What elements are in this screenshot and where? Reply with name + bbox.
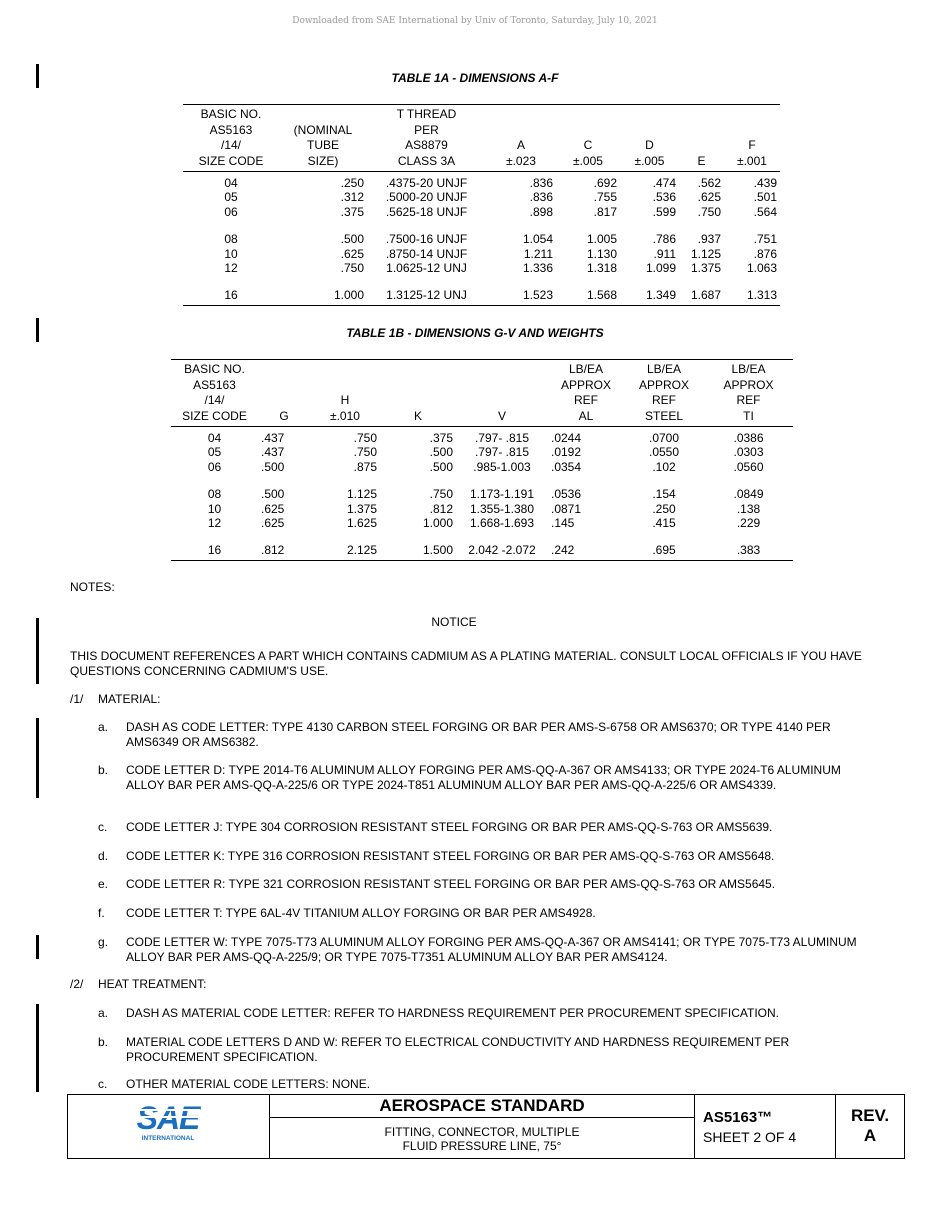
table-cell: .0700 bbox=[648, 431, 680, 445]
column-header: K bbox=[413, 408, 422, 423]
table-cell: 1.000 bbox=[279, 288, 367, 305]
table-cell: .154 bbox=[652, 487, 676, 502]
column-header: LB/EA APPROX REF AL bbox=[560, 362, 611, 423]
table-row bbox=[183, 205, 780, 219]
table-cell: .875 bbox=[353, 459, 377, 474]
table-cell: .0386 bbox=[733, 431, 764, 445]
table-cell: 08 bbox=[207, 487, 222, 502]
table-cell: .242 bbox=[548, 543, 624, 560]
table-cell: 12 bbox=[207, 516, 222, 531]
column-header: LB/EA APPROX REF TI bbox=[723, 362, 774, 423]
column-header: (NOMINAL TUBE SIZE) bbox=[293, 122, 353, 168]
table-cell: 1.130 bbox=[586, 246, 617, 261]
table-cell: 06 bbox=[224, 204, 238, 219]
table-cell: 1.375 bbox=[346, 501, 377, 516]
note-item-letter: c. bbox=[98, 820, 108, 834]
column-header: BASIC NO. AS5163 /14/ SIZE CODE bbox=[182, 362, 247, 423]
notice-text: THIS DOCUMENT REFERENCES A PART WHICH CONTAINS CADMIUM AS A PLATING MATERIAL. CONSULT LOCAL OFFICIALS IF YOU HAVE QUESTIONS CONCERNING CADMIUM'S USE. bbox=[70, 649, 862, 678]
table-cell: .797- .815 bbox=[474, 431, 530, 445]
table-cell: 10 bbox=[207, 501, 222, 516]
revision-cell bbox=[836, 1095, 904, 1158]
table-cell: .0303 bbox=[733, 445, 764, 460]
table-cell: .4375-20 UNJF bbox=[385, 176, 468, 190]
column-header: A ±.023 bbox=[506, 138, 536, 168]
revision-bar bbox=[36, 935, 39, 959]
table-row bbox=[183, 190, 780, 204]
table-cell: 08 bbox=[224, 232, 238, 247]
table-cell: .437 bbox=[261, 445, 285, 460]
revision-bar bbox=[36, 1004, 39, 1092]
table-cell: .383 bbox=[704, 543, 793, 560]
table-cell: .500 bbox=[429, 459, 453, 474]
note-item-text: CODE LETTER K: TYPE 316 CORROSION RESISTANT STEEL FORGING OR BAR PER AMS-QQ-S-763 OR AMS5648. bbox=[126, 849, 775, 863]
table-cell: 1.625 bbox=[346, 516, 377, 531]
column-header: C ±.005 bbox=[573, 138, 603, 168]
document-number: AS5163™ bbox=[703, 1109, 773, 1126]
table-cell: .695 bbox=[624, 543, 704, 560]
table-cell: 1.0625-12 UNJ bbox=[386, 261, 467, 276]
table-cell: 1.500 bbox=[380, 543, 456, 560]
subtitle-line: FITTING, CONNECTOR, MULTIPLE bbox=[384, 1125, 580, 1139]
table-cell: 1.336 bbox=[522, 261, 553, 276]
table-1a bbox=[183, 104, 780, 306]
table-cell: 1.211 bbox=[523, 246, 553, 261]
table-cell: .812 bbox=[429, 501, 453, 516]
table-cell: .625 bbox=[261, 501, 285, 516]
table-cell: .250 bbox=[340, 176, 364, 190]
table-cell: 2.125 bbox=[310, 543, 380, 560]
revision-value: A bbox=[863, 1126, 877, 1145]
table-cell: 1.318 bbox=[586, 261, 617, 276]
download-watermark: Downloaded from SAE International by Univ of Toronto, Saturday, July 10, 2021 bbox=[292, 16, 658, 26]
note-item-text: MATERIAL CODE LETTERS D AND W: REFER TO ELECTRICAL CONDUCTIVITY AND HARDNESS REQUIREMENT PER PROCUREMENT SPECIFICATION. bbox=[126, 1035, 790, 1064]
sae-logo-text: SAE bbox=[136, 1100, 200, 1136]
logo-cell bbox=[68, 1095, 270, 1158]
table-cell: 16 bbox=[183, 288, 279, 305]
table-cell: 05 bbox=[207, 445, 222, 460]
document-subtitle bbox=[270, 1125, 694, 1153]
table-cell: .985-1.003 bbox=[473, 459, 531, 474]
table-cell: .0192 bbox=[551, 445, 582, 460]
table-cell: .564 bbox=[753, 204, 777, 219]
table-cell: .439 bbox=[753, 176, 777, 190]
table-cell: .751 bbox=[753, 232, 777, 247]
table-cell: 2.042 -2.072 bbox=[456, 543, 548, 560]
table-cell: 1.668-1.693 bbox=[469, 516, 535, 531]
note-2-title: HEAT TREATMENT: bbox=[98, 977, 207, 991]
note-item-letter: c. bbox=[98, 1077, 108, 1091]
notice-title: NOTICE bbox=[431, 615, 477, 629]
table-cell: .8750-14 UNJF bbox=[385, 246, 468, 261]
note-item-text: DASH AS CODE LETTER: TYPE 4130 CARBON STEEL FORGING OR BAR PER AMS-S-6758 OR AMS6370; OR TYPE 4140 PER AMS6349 OR AMS6382. bbox=[126, 720, 831, 749]
column-header: E bbox=[697, 153, 706, 168]
table-cell: .797- .815 bbox=[474, 445, 530, 460]
table-cell: 1.099 bbox=[645, 261, 676, 276]
table-cell: .138 bbox=[736, 501, 761, 516]
table-row bbox=[171, 445, 793, 459]
table-row bbox=[183, 288, 780, 305]
table-cell: 06 bbox=[207, 459, 222, 474]
table-cell: .937 bbox=[697, 232, 721, 247]
note-item-text: DASH AS MATERIAL CODE LETTER: REFER TO HARDNESS REQUIREMENT PER PROCUREMENT SPECIFICATION. bbox=[126, 1006, 779, 1020]
note-1-number: /1/ bbox=[70, 692, 84, 706]
table-cell: 1.054 bbox=[522, 232, 553, 247]
table-cell: 1.375 bbox=[690, 261, 721, 276]
table-1b bbox=[171, 359, 793, 561]
table-cell: 04 bbox=[207, 431, 222, 445]
table-cell: .599 bbox=[652, 204, 676, 219]
table-cell: .625 bbox=[697, 190, 721, 205]
table-cell: .750 bbox=[697, 204, 721, 219]
table-cell: .750 bbox=[429, 487, 453, 502]
table-cell: 1.355-1.380 bbox=[469, 501, 535, 516]
table-cell: 1.349 bbox=[620, 288, 679, 305]
standard-heading: AEROSPACE STANDARD bbox=[270, 1095, 694, 1118]
table-cell: 1.523 bbox=[486, 288, 556, 305]
table-cell: 12 bbox=[224, 261, 238, 276]
table-cell: .876 bbox=[753, 246, 777, 261]
table-cell: 1.568 bbox=[556, 288, 620, 305]
table-cell: 1.000 bbox=[422, 516, 453, 531]
note-item-letter: a. bbox=[98, 1006, 109, 1020]
note-item-text: OTHER MATERIAL CODE LETTERS: NONE. bbox=[126, 1077, 371, 1091]
table-cell: .229 bbox=[736, 516, 761, 531]
table-cell: .911 bbox=[653, 246, 676, 261]
note-item-letter: b. bbox=[98, 1035, 109, 1049]
table-row bbox=[171, 460, 793, 474]
table-cell: 10 bbox=[224, 246, 238, 261]
table-cell: .0560 bbox=[733, 459, 764, 474]
table-cell: .5000-20 UNJF bbox=[385, 190, 468, 205]
column-header: F ±.001 bbox=[737, 138, 767, 168]
table-cell: .375 bbox=[340, 204, 364, 219]
table-cell: .692 bbox=[593, 176, 617, 190]
note-item-text: CODE LETTER R: TYPE 321 CORROSION RESISTANT STEEL FORGING OR BAR PER AMS-QQ-S-763 OR AMS5645. bbox=[126, 877, 776, 891]
table-cell: .7500-16 UNJF bbox=[385, 232, 468, 247]
table-cell: .312 bbox=[340, 190, 364, 205]
table-cell: .500 bbox=[261, 487, 285, 502]
table-1b-title: TABLE 1B - DIMENSIONS G-V AND WEIGHTS bbox=[346, 326, 604, 340]
table-cell: .0871 bbox=[551, 501, 582, 516]
note-item-letter: a. bbox=[98, 720, 109, 734]
column-header: LB/EA APPROX REF STEEL bbox=[638, 362, 689, 423]
column-header: T THREAD PER AS8879 CLASS 3A bbox=[396, 107, 457, 168]
table-cell: 1.005 bbox=[586, 232, 617, 247]
table-cell: .145 bbox=[551, 516, 575, 531]
table-cell: .562 bbox=[697, 176, 721, 190]
table-cell: .474 bbox=[652, 176, 676, 190]
table-cell: .836 bbox=[529, 190, 553, 205]
table-cell: 1.125 bbox=[690, 246, 721, 261]
table-cell: 1.125 bbox=[346, 487, 377, 502]
table-cell: .5625-18 UNJF bbox=[385, 204, 468, 219]
column-header: BASIC NO. AS5163 /14/ SIZE CODE bbox=[198, 107, 264, 168]
table-cell: 1.063 bbox=[746, 261, 777, 276]
note-1-title: MATERIAL: bbox=[98, 692, 161, 706]
table-row bbox=[183, 232, 780, 246]
notes-label: NOTES: bbox=[70, 580, 115, 594]
note-item-letter: d. bbox=[98, 849, 109, 863]
table-row bbox=[183, 261, 780, 275]
note-item-text: CODE LETTER J: TYPE 304 CORROSION RESISTANT STEEL FORGING OR BAR PER AMS-QQ-S-763 OR AMS5639. bbox=[126, 820, 773, 834]
column-header: D ±.005 bbox=[634, 138, 665, 168]
table-cell: 1.313 bbox=[724, 288, 780, 305]
table-cell: .817 bbox=[593, 204, 617, 219]
table-cell: .625 bbox=[340, 246, 364, 261]
note-item-text: CODE LETTER T: TYPE 6AL-4V TITANIUM ALLOY FORGING OR BAR PER AMS4928. bbox=[126, 906, 596, 920]
table-cell: .0354 bbox=[551, 459, 582, 474]
doc-number-cell bbox=[695, 1095, 836, 1158]
table-cell: .750 bbox=[353, 431, 377, 445]
note-2-number: /2/ bbox=[70, 977, 84, 991]
table-cell: 1.173-1.191 bbox=[469, 487, 535, 502]
table-row bbox=[171, 502, 793, 516]
note-item-text: CODE LETTER D: TYPE 2014-T6 ALUMINUM ALLOY FORGING PER AMS-QQ-A-367 OR AMS4133; OR TYPE 2024-T6 ALUMINUM ALLOY BAR PER AMS-QQ-A-225/6 OR TYPE 2024-T851 ALUMINUM ALLOY BAR PER AMS-QQ-A-225/6 OR AMS4339. bbox=[126, 763, 841, 792]
table-cell: .750 bbox=[353, 445, 377, 460]
table-cell: .437 bbox=[261, 431, 285, 445]
note-item-letter: b. bbox=[98, 763, 109, 777]
table-cell: .898 bbox=[529, 204, 553, 219]
table-row bbox=[183, 247, 780, 261]
revision-label: REV. bbox=[850, 1106, 890, 1125]
sheet-number: SHEET 2 OF 4 bbox=[703, 1129, 797, 1145]
table-cell: .415 bbox=[652, 516, 676, 531]
table-cell: .536 bbox=[652, 190, 676, 205]
column-header: G bbox=[279, 408, 289, 423]
table-cell: 05 bbox=[224, 190, 238, 205]
table-cell: 16 bbox=[171, 543, 258, 560]
table-1a-title: TABLE 1A - DIMENSIONS A-F bbox=[391, 71, 559, 85]
sae-logo-subtext: INTERNATIONAL bbox=[141, 1135, 195, 1142]
table-cell: .0550 bbox=[648, 445, 680, 460]
table-cell: .750 bbox=[340, 261, 364, 276]
table-cell: .836 bbox=[529, 176, 553, 190]
table-row bbox=[171, 427, 793, 446]
column-header: V bbox=[497, 408, 506, 423]
table-cell: .501 bbox=[753, 190, 777, 205]
table-cell: .755 bbox=[593, 190, 617, 205]
title-block bbox=[67, 1094, 905, 1159]
table-cell: 1.3125-12 UNJ bbox=[367, 288, 486, 305]
table-cell: .500 bbox=[261, 459, 285, 474]
note-item-text: CODE LETTER W: TYPE 7075-T73 ALUMINUM ALLOY FORGING PER AMS-QQ-A-367 OR AMS4141; OR TYPE 7075-T73 ALUMINUM ALLOY BAR PER AMS-QQ-A-225/9; OR TYPE 7075-T7351 ALUMINUM ALLOY BAR PER AMS4124. bbox=[126, 935, 857, 964]
note-item-letter: f. bbox=[98, 906, 105, 920]
table-cell: 1.687 bbox=[679, 288, 724, 305]
note-item-letter: e. bbox=[98, 877, 109, 891]
table-cell: .375 bbox=[429, 431, 453, 445]
table-cell: .500 bbox=[340, 232, 364, 247]
table-cell: .0536 bbox=[551, 487, 582, 502]
table-cell: .786 bbox=[652, 232, 676, 247]
revision-bar bbox=[36, 718, 39, 798]
table-cell: .102 bbox=[652, 459, 676, 474]
note-item-letter: g. bbox=[98, 935, 109, 949]
table-cell: .0849 bbox=[733, 487, 764, 502]
table-cell: .250 bbox=[652, 501, 676, 516]
table-cell: .0244 bbox=[551, 431, 582, 445]
table-row bbox=[183, 172, 780, 191]
sae-logo bbox=[68, 1095, 268, 1158]
column-header: H ±.010 bbox=[330, 393, 360, 423]
table-cell: .625 bbox=[261, 516, 285, 531]
subtitle-line: FLUID PRESSURE LINE, 75° bbox=[402, 1139, 562, 1153]
table-cell: .500 bbox=[429, 445, 453, 460]
table-row bbox=[171, 543, 793, 560]
title-cell bbox=[270, 1095, 695, 1158]
table-row bbox=[171, 487, 793, 501]
table-row bbox=[171, 516, 793, 530]
table-cell: 04 bbox=[224, 176, 238, 190]
table-cell: .812 bbox=[258, 543, 310, 560]
